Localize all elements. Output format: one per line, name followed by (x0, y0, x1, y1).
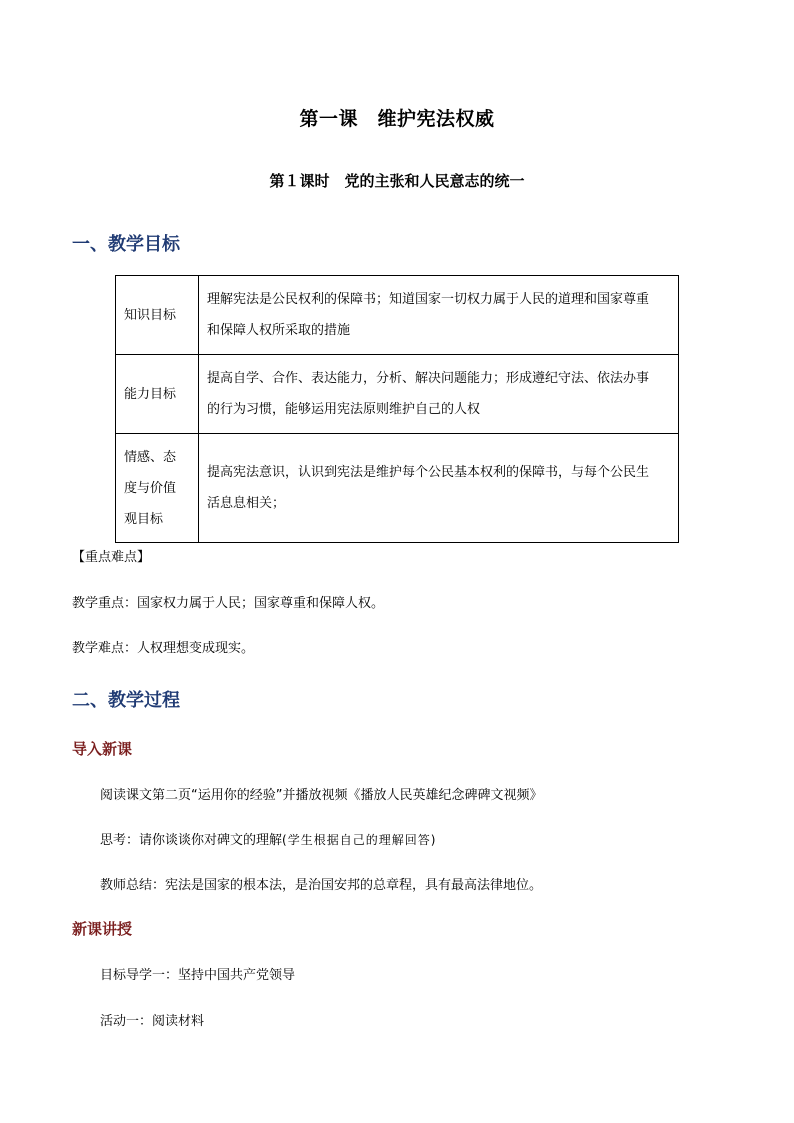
teacher-summary-text: 教师总结：宪法是国家的根本法，是治国安邦的总章程，具有最高法律地位。 (100, 878, 543, 893)
table-row (116, 276, 679, 355)
objective-text (199, 276, 679, 355)
objective-label (116, 355, 199, 434)
objective-label (116, 434, 199, 543)
table-row (116, 355, 679, 434)
key-points-heading: 【重点难点】 (72, 550, 151, 565)
objective-label-line: 情感、态 (124, 449, 177, 465)
objective-label-line: 知识目标 (124, 307, 177, 323)
think-note: (学生根据自己的理解回答) (282, 833, 437, 847)
objective-text-line: 提高自学、合作、表达能力，分析、解决问题能力；形成遵纪守法、依法办事 (207, 371, 650, 386)
think-prefix: 思考：请你谈谈你对碑文的理解 (100, 833, 283, 848)
activity-text: 活动一：阅读材料 (100, 1014, 205, 1029)
objective-text-line: 和保障人权所采取的措施 (207, 323, 351, 338)
lesson-subtitle: 第１课时 党的主张和人民意志的统一 (269, 172, 525, 190)
intro-heading: 导入新课 (72, 740, 133, 758)
objective-text-line: 的行为习惯，能够运用宪法原则维护自己的人权 (207, 402, 481, 417)
objectives-table (115, 275, 679, 543)
lesson-title: 第一课 维护宪法权威 (299, 108, 495, 130)
objective-label-line: 观目标 (124, 511, 164, 527)
objective-text-line: 理解宪法是公民权利的保障书；知道国家一切权力属于人民的道理和国家尊重 (207, 292, 650, 307)
section-heading-process: 二、教学过程 (72, 690, 180, 711)
objective-label (116, 276, 199, 355)
table-row (116, 434, 679, 543)
objective-text-line: 提高宪法意识，认识到宪法是维护每个公民基本权利的保障书，与每个公民生 (207, 465, 650, 480)
key-point-text: 教学重点：国家权力属于人民；国家尊重和保障人权。 (72, 596, 385, 611)
section-heading-objectives: 一、教学目标 (72, 234, 180, 255)
think-text (100, 829, 436, 848)
difficulty-text: 教学难点：人权理想变成现实。 (72, 641, 255, 656)
objective-text-line: 活息息相关； (207, 496, 286, 511)
goal-text: 目标导学一：坚持中国共产党领导 (100, 968, 296, 983)
objective-label-line: 能力目标 (124, 386, 177, 402)
new-lesson-heading: 新课讲授 (72, 920, 133, 938)
intro-text: 阅读课文第二页“运用你的经验”并播放视频《播放人民英雄纪念碑碑文视频》 (100, 788, 543, 803)
objective-text (199, 434, 679, 543)
objective-label-line: 度与价值 (124, 480, 177, 496)
objective-text (199, 355, 679, 434)
